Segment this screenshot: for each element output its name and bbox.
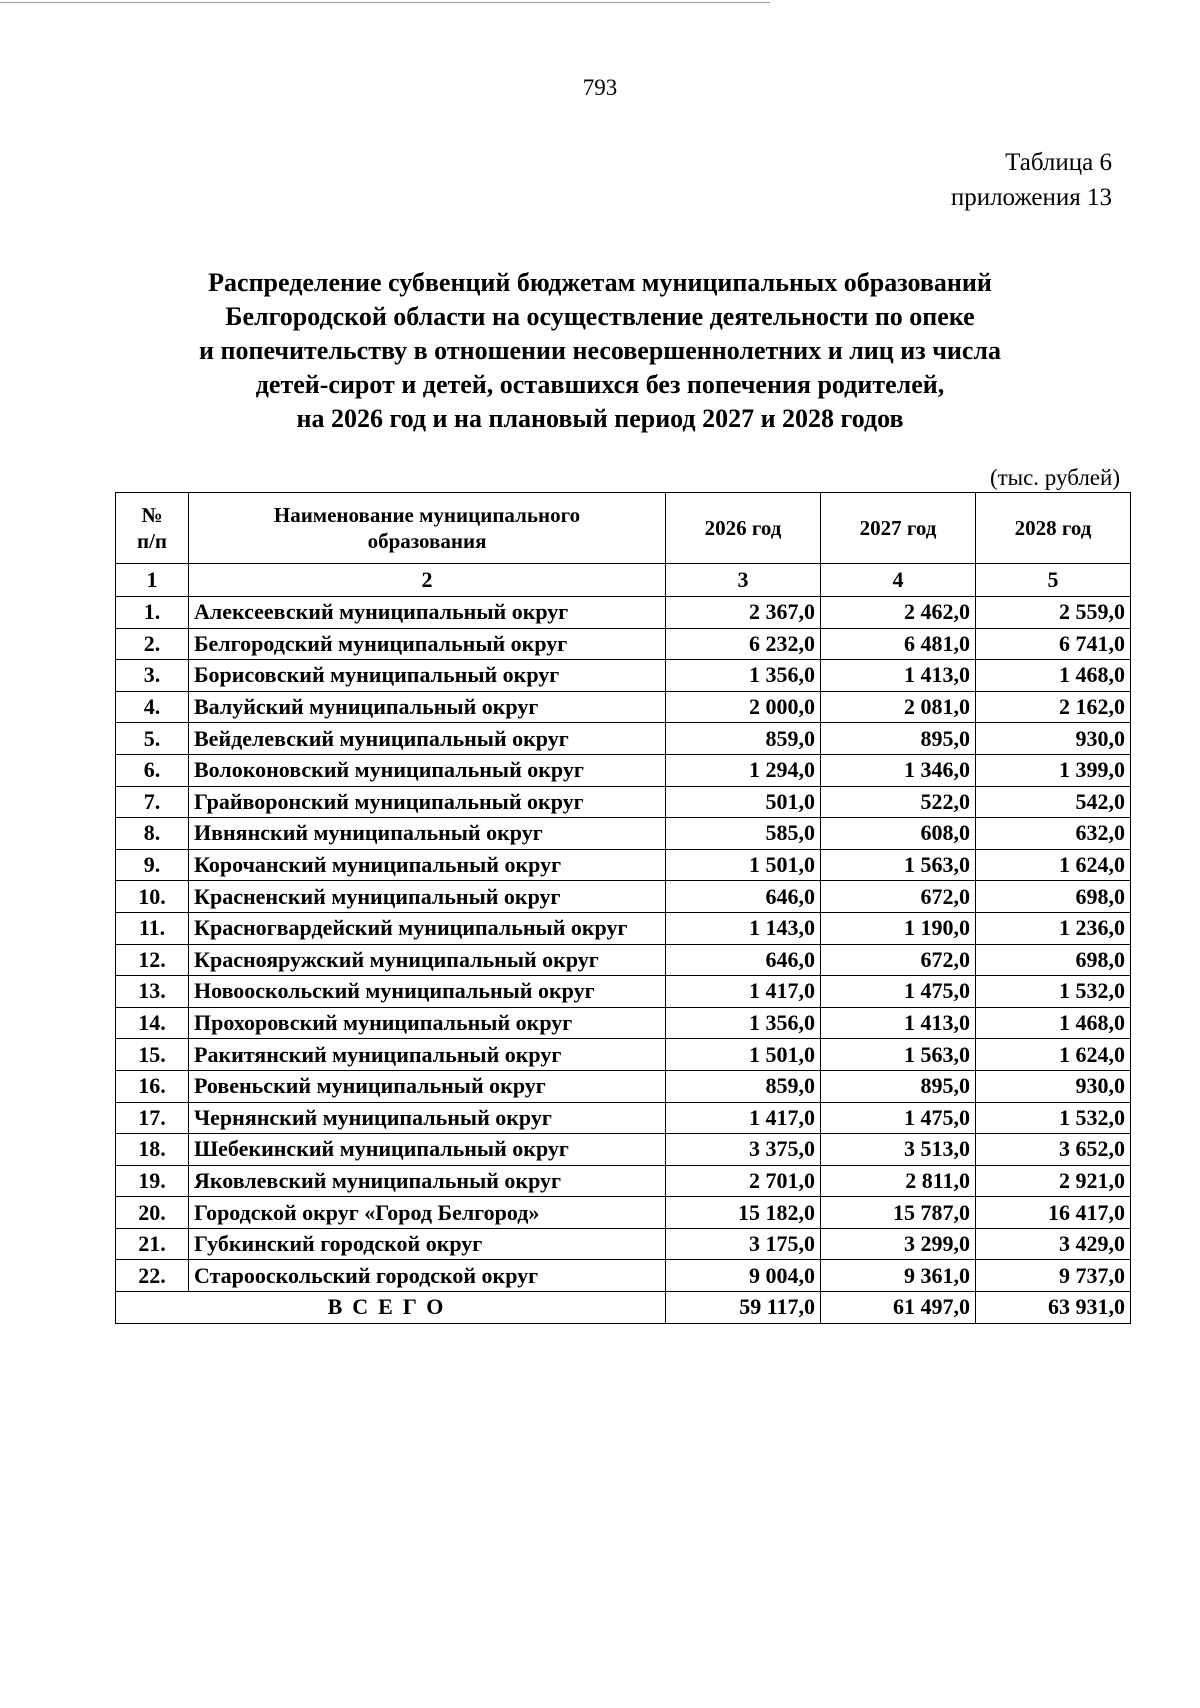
value-2027: 1 563,0 (821, 1039, 976, 1071)
document-title-line-5: на 2026 год и на плановый период 2027 и 2028 годов (296, 404, 904, 433)
scan-top-rule (0, 2, 770, 3)
value-2027: 895,0 (821, 1070, 976, 1102)
value-2027: 1 190,0 (821, 912, 976, 944)
table-reference-line-2: приложения 13 (950, 184, 1112, 211)
row-number: 16. (116, 1070, 189, 1102)
value-2028: 1 532,0 (976, 976, 1131, 1008)
table-row (116, 1197, 1131, 1229)
value-2026: 646,0 (666, 881, 821, 913)
municipality-name: Алексеевский муниципальный округ (189, 597, 666, 629)
row-number: 15. (116, 1039, 189, 1071)
page-number: 793 (582, 75, 618, 100)
table-row (116, 1070, 1131, 1102)
header-row (116, 493, 1131, 564)
municipality-name: Красногвардейский муниципальный округ (189, 912, 666, 944)
municipality-name: Прохоровский муниципальный округ (189, 1007, 666, 1039)
municipality-name: Ивнянский муниципальный округ (189, 818, 666, 850)
value-2028: 1 399,0 (976, 754, 1131, 786)
table-reference (951, 145, 1112, 215)
municipality-name: Шебекинский муниципальный округ (189, 1134, 666, 1166)
table-footer (116, 1292, 1131, 1324)
table-row (116, 976, 1131, 1008)
column-number: 2 (189, 564, 666, 597)
row-number: 18. (116, 1134, 189, 1166)
value-2028: 930,0 (976, 723, 1131, 755)
municipality-name: Корочанский муниципальный округ (189, 849, 666, 881)
table-row (116, 1134, 1131, 1166)
value-2028: 2 162,0 (976, 691, 1131, 723)
municipality-name: Губкинский городской округ (189, 1228, 666, 1260)
document-title (130, 266, 1070, 436)
column-number: 1 (116, 564, 189, 597)
header-number-line-1: № (141, 503, 163, 527)
value-2028: 542,0 (976, 786, 1131, 818)
value-2028: 1 624,0 (976, 849, 1131, 881)
value-2027: 6 481,0 (821, 628, 976, 660)
subvention-table (115, 492, 1131, 1324)
municipality-name: Борисовский муниципальный округ (189, 660, 666, 692)
table-row (116, 1039, 1131, 1071)
value-2027: 3 299,0 (821, 1228, 976, 1260)
table-row (116, 849, 1131, 881)
table-row (116, 1007, 1131, 1039)
table-row (116, 1165, 1131, 1197)
table-row (116, 723, 1131, 755)
table-row (116, 881, 1131, 913)
row-number: 5. (116, 723, 189, 755)
municipality-name: Старооскольский городской округ (189, 1260, 666, 1292)
value-2026: 859,0 (666, 723, 821, 755)
document-title-line-3: и попечительству в отношении несовершеннолетних и лиц из числа (199, 336, 1001, 365)
municipality-name: Чернянский муниципальный округ (189, 1102, 666, 1134)
value-2028: 6 741,0 (976, 628, 1131, 660)
table-row (116, 597, 1131, 629)
municipality-name: Краснояружский муниципальный округ (189, 944, 666, 976)
value-2026: 1 294,0 (666, 754, 821, 786)
table-row (116, 691, 1131, 723)
document-title-line-1: Распределение субвенций бюджетам муниципальных образований (208, 268, 992, 297)
value-2026: 1 501,0 (666, 849, 821, 881)
value-2026: 9 004,0 (666, 1260, 821, 1292)
value-2027: 2 462,0 (821, 597, 976, 629)
table-row (116, 944, 1131, 976)
value-2027: 1 346,0 (821, 754, 976, 786)
row-number: 17. (116, 1102, 189, 1134)
row-number: 9. (116, 849, 189, 881)
header-2026: 2026 год (666, 493, 821, 564)
total-2027: 61 497,0 (821, 1292, 976, 1324)
header-number-line-2: п/п (136, 529, 168, 553)
table-header (116, 493, 1131, 564)
units-note: (тыс. рублей) (989, 465, 1120, 490)
total-row (116, 1292, 1131, 1324)
value-2028: 9 737,0 (976, 1260, 1131, 1292)
document-title-line-4: детей-сирот и детей, оставшихся без попечения родителей, (255, 370, 945, 399)
column-number: 4 (821, 564, 976, 597)
municipality-name: Валуйский муниципальный округ (189, 691, 666, 723)
total-label: ВСЕГО (116, 1292, 666, 1324)
value-2026: 1 417,0 (666, 1102, 821, 1134)
row-number: 1. (116, 597, 189, 629)
document-title-line-2: Белгородской области на осуществление деятельности по опеке (225, 302, 975, 331)
header-name-line-1: Наименование муниципального (273, 503, 581, 527)
table-reference-line-1: Таблица 6 (1005, 149, 1112, 176)
table-row (116, 1102, 1131, 1134)
municipality-name: Ровеньский муниципальный округ (189, 1070, 666, 1102)
row-number: 13. (116, 976, 189, 1008)
value-2028: 1 532,0 (976, 1102, 1131, 1134)
row-number: 22. (116, 1260, 189, 1292)
value-2026: 2 367,0 (666, 597, 821, 629)
row-number: 20. (116, 1197, 189, 1229)
row-number: 6. (116, 754, 189, 786)
value-2027: 2 811,0 (821, 1165, 976, 1197)
value-2026: 1 417,0 (666, 976, 821, 1008)
table-row (116, 786, 1131, 818)
row-number: 7. (116, 786, 189, 818)
row-number: 14. (116, 1007, 189, 1039)
value-2027: 608,0 (821, 818, 976, 850)
value-2028: 3 429,0 (976, 1228, 1131, 1260)
table-row (116, 628, 1131, 660)
value-2026: 1 356,0 (666, 1007, 821, 1039)
row-number: 8. (116, 818, 189, 850)
row-number: 19. (116, 1165, 189, 1197)
value-2027: 672,0 (821, 944, 976, 976)
value-2028: 3 652,0 (976, 1134, 1131, 1166)
table-row (116, 660, 1131, 692)
municipality-name: Белгородский муниципальный округ (189, 628, 666, 660)
value-2027: 1 413,0 (821, 660, 976, 692)
table-row (116, 754, 1131, 786)
value-2026: 3 375,0 (666, 1134, 821, 1166)
value-2026: 1 501,0 (666, 1039, 821, 1071)
table-row (116, 1228, 1131, 1260)
header-2028: 2028 год (976, 493, 1131, 564)
value-2028: 1 624,0 (976, 1039, 1131, 1071)
value-2026: 859,0 (666, 1070, 821, 1102)
column-numbering-row (116, 564, 1131, 597)
table-row (116, 912, 1131, 944)
row-number: 12. (116, 944, 189, 976)
table-row (116, 818, 1131, 850)
column-number: 3 (666, 564, 821, 597)
value-2026: 646,0 (666, 944, 821, 976)
header-2027: 2027 год (821, 493, 976, 564)
municipality-name: Грайворонский муниципальный округ (189, 786, 666, 818)
value-2028: 1 236,0 (976, 912, 1131, 944)
value-2027: 15 787,0 (821, 1197, 976, 1229)
value-2026: 1 356,0 (666, 660, 821, 692)
value-2027: 1 475,0 (821, 976, 976, 1008)
value-2027: 9 361,0 (821, 1260, 976, 1292)
value-2028: 1 468,0 (976, 1007, 1131, 1039)
row-number: 11. (116, 912, 189, 944)
value-2027: 1 475,0 (821, 1102, 976, 1134)
value-2026: 2 701,0 (666, 1165, 821, 1197)
municipality-name: Новооскольский муниципальный округ (189, 976, 666, 1008)
value-2027: 672,0 (821, 881, 976, 913)
municipality-name: Вейделевский муниципальный округ (189, 723, 666, 755)
value-2028: 698,0 (976, 944, 1131, 976)
table-row (116, 1260, 1131, 1292)
value-2026: 585,0 (666, 818, 821, 850)
value-2027: 895,0 (821, 723, 976, 755)
value-2027: 1 563,0 (821, 849, 976, 881)
total-2028: 63 931,0 (976, 1292, 1131, 1324)
value-2028: 930,0 (976, 1070, 1131, 1102)
municipality-name: Красненский муниципальный округ (189, 881, 666, 913)
header-number (116, 493, 189, 564)
row-number: 3. (116, 660, 189, 692)
value-2028: 698,0 (976, 881, 1131, 913)
value-2027: 1 413,0 (821, 1007, 976, 1039)
header-name-line-2: образования (367, 529, 487, 553)
total-2026: 59 117,0 (666, 1292, 821, 1324)
value-2026: 6 232,0 (666, 628, 821, 660)
value-2027: 3 513,0 (821, 1134, 976, 1166)
table-body (116, 564, 1131, 1292)
value-2028: 1 468,0 (976, 660, 1131, 692)
value-2028: 632,0 (976, 818, 1131, 850)
value-2028: 16 417,0 (976, 1197, 1131, 1229)
header-name (189, 493, 666, 564)
value-2026: 3 175,0 (666, 1228, 821, 1260)
row-number: 2. (116, 628, 189, 660)
municipality-name: Ракитянский муниципальный округ (189, 1039, 666, 1071)
value-2026: 2 000,0 (666, 691, 821, 723)
row-number: 10. (116, 881, 189, 913)
value-2026: 1 143,0 (666, 912, 821, 944)
value-2027: 522,0 (821, 786, 976, 818)
municipality-name: Волоконовский муниципальный округ (189, 754, 666, 786)
municipality-name: Городской округ «Город Белгород» (189, 1197, 666, 1229)
value-2027: 2 081,0 (821, 691, 976, 723)
municipality-name: Яковлевский муниципальный округ (189, 1165, 666, 1197)
value-2028: 2 921,0 (976, 1165, 1131, 1197)
value-2026: 15 182,0 (666, 1197, 821, 1229)
row-number: 4. (116, 691, 189, 723)
value-2026: 501,0 (666, 786, 821, 818)
column-number: 5 (976, 564, 1131, 597)
row-number: 21. (116, 1228, 189, 1260)
value-2028: 2 559,0 (976, 597, 1131, 629)
